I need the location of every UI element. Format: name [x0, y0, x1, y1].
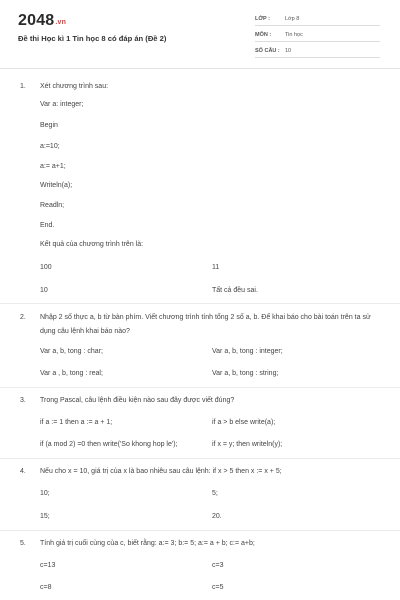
- question-1-text: Xét chương trình sau:: [40, 83, 109, 90]
- question-3-option-c[interactable]: if (a mod 2) =0 then write('So khong hop le');: [40, 441, 178, 448]
- logo-main: 2048: [18, 12, 55, 29]
- question-5-option-d[interactable]: c=5: [212, 584, 224, 591]
- question-2-option-a[interactable]: Var a, b, tong : char;: [40, 348, 103, 355]
- meta-value: Tin học: [285, 32, 303, 38]
- question-3-number: 3.: [20, 397, 26, 404]
- meta-value: Lớp 8: [285, 16, 300, 22]
- page-header: [0, 0, 400, 66]
- question-1-prompt: Kết quả của chương trình trên là:: [40, 241, 144, 248]
- code-line: Writeln(a);: [40, 182, 73, 189]
- meta-key: LỚP :: [255, 16, 270, 22]
- question-1-option-b[interactable]: 11: [212, 264, 220, 271]
- question-4-option-a[interactable]: 10;: [40, 490, 50, 497]
- question-5-option-b[interactable]: c=3: [212, 562, 224, 569]
- meta-key: SỐ CÂU :: [255, 48, 280, 54]
- question-4-option-d[interactable]: 20.: [212, 513, 222, 520]
- site-logo[interactable]: [18, 12, 66, 30]
- meta-row-count: [255, 45, 380, 58]
- question-4-option-c[interactable]: 15;: [40, 513, 50, 520]
- code-line: End.: [40, 222, 55, 229]
- question-1-option-d[interactable]: Tất cả đều sai.: [212, 287, 258, 294]
- meta-key: MÔN :: [255, 32, 272, 38]
- code-line: Begin: [40, 122, 58, 129]
- question-5-option-c[interactable]: c=8: [40, 584, 52, 591]
- question-4-option-b[interactable]: 5;: [212, 490, 218, 497]
- question-1-option-a[interactable]: 100: [40, 264, 52, 271]
- question-1-option-c[interactable]: 10: [40, 287, 48, 294]
- meta-value: 10: [285, 48, 292, 54]
- question-divider: [0, 387, 400, 388]
- question-2-option-b[interactable]: Var a, b, tong : integer;: [212, 348, 283, 355]
- question-3-option-d[interactable]: if x = y; then writeln(y);: [212, 441, 283, 448]
- question-1-number: 1.: [20, 83, 26, 90]
- question-5-option-a[interactable]: c=13: [40, 562, 56, 569]
- meta-row-class: [255, 13, 380, 26]
- question-4-number: 4.: [20, 468, 26, 475]
- question-3-option-a[interactable]: if a := 1 then a := a + 1;: [40, 419, 113, 426]
- code-line: Var a: integer;: [40, 101, 84, 108]
- question-5-text: Tính giá trị cuối cùng của c, biết rằng: a:= 3; b:= 5; a:= a + b; c:= a+b;: [40, 540, 255, 547]
- question-2-option-c[interactable]: Var a , b, tong : real;: [40, 370, 103, 377]
- question-divider: [0, 303, 400, 304]
- question-divider: [0, 530, 400, 531]
- code-line: a:= a+1;: [40, 163, 66, 170]
- question-2-text: Nhập 2 số thực a, b từ bàn phím. Viết chương trình tính tổng 2 số a, b. Để khai báo cho bài toán trên ta sử dụng câu lệnh khai báo nào?: [40, 314, 371, 335]
- question-3-option-b[interactable]: if a > b else write(a);: [212, 419, 276, 426]
- question-2-option-d[interactable]: Var a, b, tong : string;: [212, 370, 279, 377]
- logo-suffix: .vn: [55, 19, 67, 26]
- question-3-text: Trong Pascal, câu lệnh điều kiện nào sau đây được viết đúng?: [40, 397, 235, 404]
- question-5-number: 5.: [20, 540, 26, 547]
- meta-row-subject: [255, 29, 380, 42]
- question-4-text: Nếu cho x = 10, giá trị của x là bao nhiêu sau câu lệnh: if x > 5 then x := x + 5;: [40, 468, 282, 475]
- header-divider: [0, 68, 400, 69]
- question-2-number: 2.: [20, 314, 26, 321]
- exam-title: Đề thi Học kì 1 Tin học 8 có đáp án (Đề 2): [18, 34, 167, 43]
- code-line: a:=10;: [40, 143, 60, 150]
- question-divider: [0, 458, 400, 459]
- code-line: Readln;: [40, 202, 65, 209]
